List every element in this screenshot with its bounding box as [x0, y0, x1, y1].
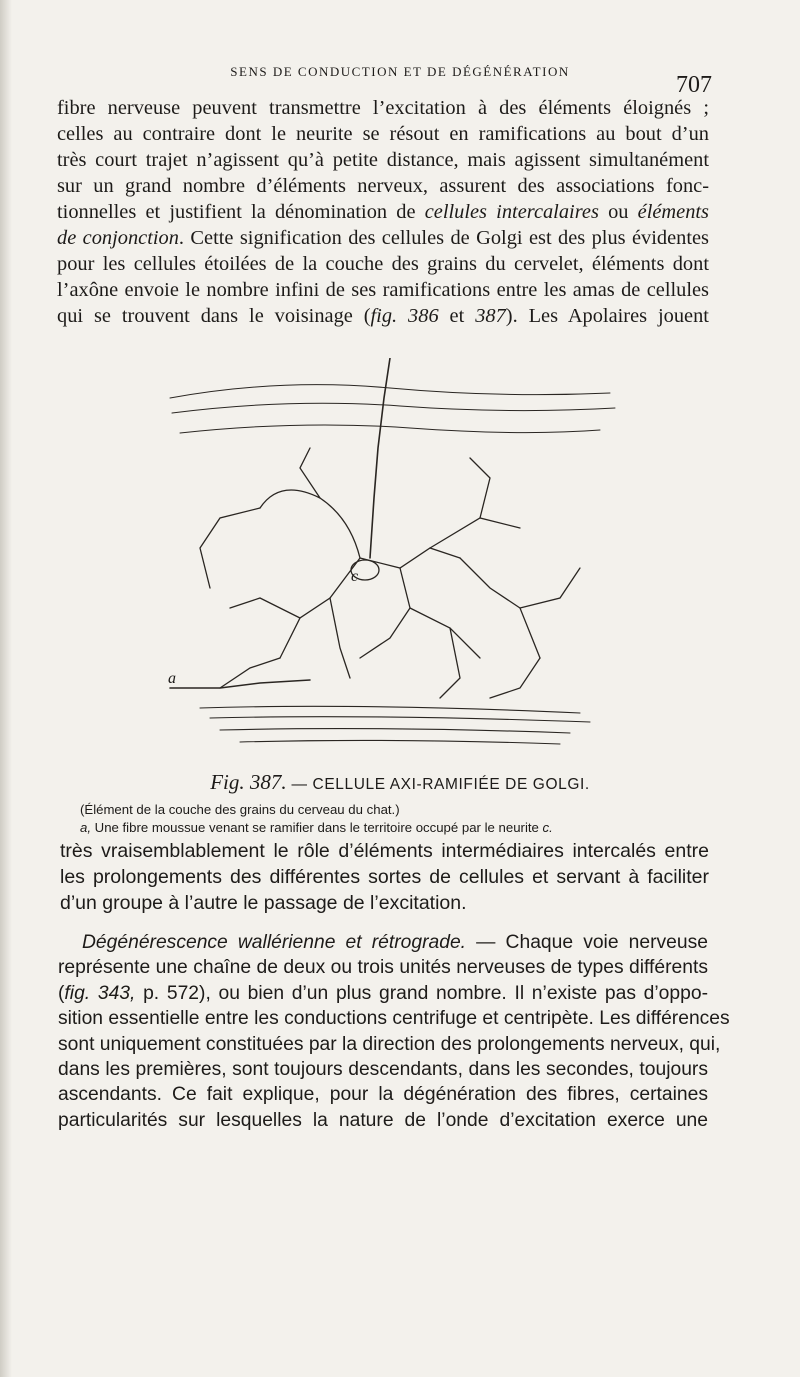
italic-term: de conjonction — [57, 227, 179, 249]
text-run: — Chaque voie nerveuse — [466, 932, 708, 953]
text-run: ou — [598, 201, 638, 223]
running-head: SENS DE CONDUCTION ET DE DÉGÉNÉRATION — [230, 64, 570, 79]
subcaption-line-2 — [80, 819, 740, 837]
text-run: et — [438, 305, 476, 327]
text-run: . Cette signification des cellules de Golgi est des plus évidentes — [178, 227, 709, 249]
section-heading: Dégénérescence wallérienne et rétrograde. — [82, 932, 467, 953]
legend-key-c: c. — [542, 819, 553, 835]
legend-key-a: a, — [80, 819, 91, 835]
label-c: c — [351, 568, 359, 585]
text-line: ascendants. Ce fait explique, pour la dégénération des fibres, certaines — [58, 1084, 708, 1106]
paragraph-1 — [57, 95, 709, 329]
legend-text: Une fibre moussue venant se ramifier dans le territoire occupé par le neurite — [91, 819, 543, 835]
figure-reference: fig. 343, — [64, 982, 136, 1004]
text-run: p. 572), ou bien d’un plus grand nombre. Il n’existe pas d’oppo- — [135, 982, 708, 1004]
caption-dash: — — [286, 776, 313, 793]
text-line: dans les premières, sont toujours descendants, dans les secondes, toujours — [58, 1059, 708, 1081]
text-line: fibre nerveuse peuvent transmettre l’excitation à des éléments éloignés ; — [57, 97, 709, 119]
subcaption-line-1: (Élément de la couche des grains du cerveau du chat.) — [80, 802, 400, 817]
text-line: très court trajet n’agissent qu’à petite distance, mais agissent simultanément — [57, 149, 709, 171]
text-line — [58, 981, 708, 1006]
text-line: sont uniquement constituées par la direction des prolongements nerveux, qui, — [58, 1033, 721, 1055]
text-line: très vraisemblablement le rôle d’éléments intermédiaires intercalés entre — [60, 840, 709, 862]
figure-caption — [0, 770, 800, 795]
italic-term: cellules intercalaires — [424, 201, 599, 223]
text-line: les prolongements des différentes sortes de cellules et servant à faciliter — [60, 866, 709, 889]
figure-387-illustration — [160, 358, 630, 763]
text-line: représente une chaîne de deux ou trois unités nerveuses de types différents — [58, 957, 708, 979]
text-line: particularités sur lesquelles la nature de l’onde d’excitation exerce une — [58, 1109, 708, 1131]
granular-layer-hatching — [170, 385, 615, 433]
figure-subcaption — [80, 801, 740, 836]
text-line — [57, 303, 709, 329]
text-run: qui se trouvent dans le voisinage ( — [57, 305, 371, 327]
italic-term: éléments — [637, 201, 709, 223]
text-line — [57, 225, 709, 251]
text-line — [57, 199, 709, 225]
paragraph-3 — [58, 930, 730, 1133]
text-line: l’axône envoie le nombre infini de ses ramifications entre les amas de cellules — [57, 279, 709, 301]
text-line: sur un grand nombre d’éléments nerveux, assurent des associations fonc- — [57, 175, 709, 197]
figure-number: Fig. 387. — [210, 770, 287, 794]
golgi-cell-drawing — [160, 358, 630, 763]
paragraph-2 — [60, 838, 709, 917]
label-a: a — [168, 670, 176, 687]
figure-reference: fig. 386 — [370, 305, 439, 327]
text-line: pour les cellules étoilées de la couche des grains du cervelet, éléments dont — [57, 253, 709, 275]
page-gutter-shadow — [0, 0, 12, 1377]
fibre-bundle — [200, 706, 590, 744]
text-run: ( — [58, 982, 65, 1004]
figure-reference: 387 — [475, 305, 506, 327]
text-line: d’un groupe à l’autre le passage de l’excitation. — [60, 892, 467, 915]
page-number: 707 — [676, 72, 712, 98]
text-line: sition essentielle entre les conductions centrifuge et centripète. Les différences — [58, 1008, 730, 1030]
figure-title: CELLULE AXI-RAMIFIÉE DE GOLGI. — [312, 776, 590, 793]
text-run: ). Les Apolaires jouent — [505, 305, 709, 327]
mossy-fibre — [170, 680, 310, 688]
text-line — [58, 930, 708, 955]
text-run: tionnelles et justifient la dénomination de — [57, 201, 425, 223]
text-line: celles au contraire dont le neurite se résout en ramifications au bout d’un — [57, 123, 709, 145]
